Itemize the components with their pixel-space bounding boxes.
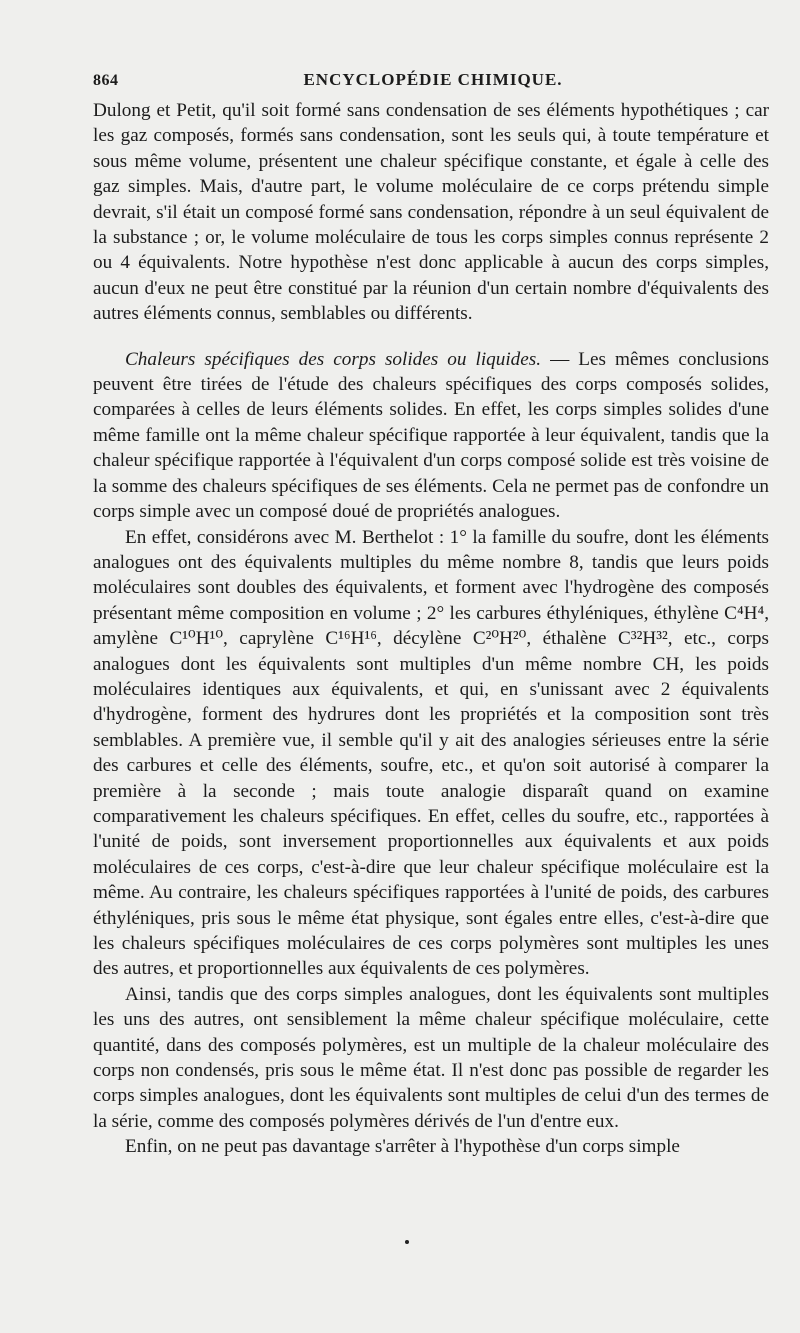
page-header [93, 64, 773, 94]
body-text [93, 98, 769, 1160]
paragraph-specific-heats [93, 347, 769, 525]
print-speck [405, 1240, 409, 1244]
paragraph-text: — Les mêmes conclusions peuvent être tirées de l'étude des chaleurs spécifiques des corps composés solides, comparées à celles de leurs éléments solides. En effet, les corps simples solides d'une même famille ont la même chaleur spécifique rapportée à leur équivalent, tandis que la chaleur spécifique rapportée à l'équivalent d'un corps composé solide est très voisine de la somme des chaleurs spécifiques de ses éléments. Cela ne permet pas de confondre un corps simple avec un composé doué de propriétés analogues. [93, 348, 769, 523]
paragraph-berthelot: En effet, considérons avec M. Berthelot : 1° la famille du soufre, dont les éléments analogues ont des équivalents multiples du même nombre 8, tandis que leurs poids moléculaires sont doubles des équivalents, et forment avec l'hydrogène des composés présentant même composition en volume ; 2° les carbures éthyléniques, éthylène C⁴H⁴, amylène C¹⁰H¹⁰, caprylène C¹⁶H¹⁶, décylène C²⁰H²⁰, éthalène C³²H³², etc., corps analogues dont les équivalents sont multiples d'un même nombre CH, les poids moléculaires identiques aux équivalents, et qui, en s'unissant avec 2 équivalents d'hydrogène, forment des hydrures dont les propriétés et la composition sont très semblables. A première vue, il semble qu'il y ait des analogies sérieuses entre la série des carbures et celle des éléments, soufre, etc., et qu'on soit autorisé à comparer la première à la seconde ; mais toute analogie disparaît quand on examine comparativement les chaleurs spécifiques. En effet, celles du soufre, etc., rapportées à l'unité de poids, sont inversement proportionnelles aux équivalents et aux poids moléculaires de ces corps, c'est-à-dire que leur chaleur spécifique moléculaire est la même. Au contraire, les chaleurs spécifiques rapportées à l'unité de poids, des carbures éthyléniques, pris sous le même état physique, sont égales entre elles, c'est-à-dire que les chaleurs spécifiques moléculaires de ces corps polymères sont multiples les unes des autres, et proportionnelles aux équivalents de ces polymères. [93, 526, 769, 980]
paragraph-enfin: Enfin, on ne peut pas davantage s'arrêter à l'hypothèse d'un corps simple [125, 1136, 680, 1158]
section-heading: Chaleurs spécifiques des corps solides ou liquides. [125, 348, 542, 370]
paragraph-continuation: Dulong et Petit, qu'il soit formé sans condensation de ses éléments hypothétiques ; car les gaz composés, formés sans condensation, sont les seuls qui, à toute température et sous même volume, présentent une chaleur spécifique constante, et égale à celle des gaz simples. Mais, d'autre part, le volume moléculaire de ce corps prétendu simple devrait, s'il était un composé formé sans condensation, répondre à un seul équivalent de la substance ; or, le volume moléculaire de tous les corps simples connus représente 2 ou 4 équivalents. Notre hypothèse n'est donc applicable à aucun des corps simples, aucun d'eux ne peut être constitué par la réunion d'un certain nombre d'équivalents des autres éléments connus, semblables ou différents. [93, 100, 769, 325]
paragraph-ainsi: Ainsi, tandis que des corps simples analogues, dont les équivalents sont multiples les uns des autres, ont sensiblement la même chaleur spécifique moléculaire, cette quantité, dans des composés polymères, est un multiple de la chaleur moléculaire des corps non condensés, pris sous le même état. Il n'est donc pas possible de regarder les corps simples analogues, dont les équivalents sont multiples de celui d'un des termes de la série, comme des composés polymères dérivés de l'un d'entre eux. [93, 983, 769, 1132]
page-number: 864 [93, 72, 119, 89]
running-title: ENCYCLOPÉDIE CHIMIQUE. [303, 70, 563, 89]
